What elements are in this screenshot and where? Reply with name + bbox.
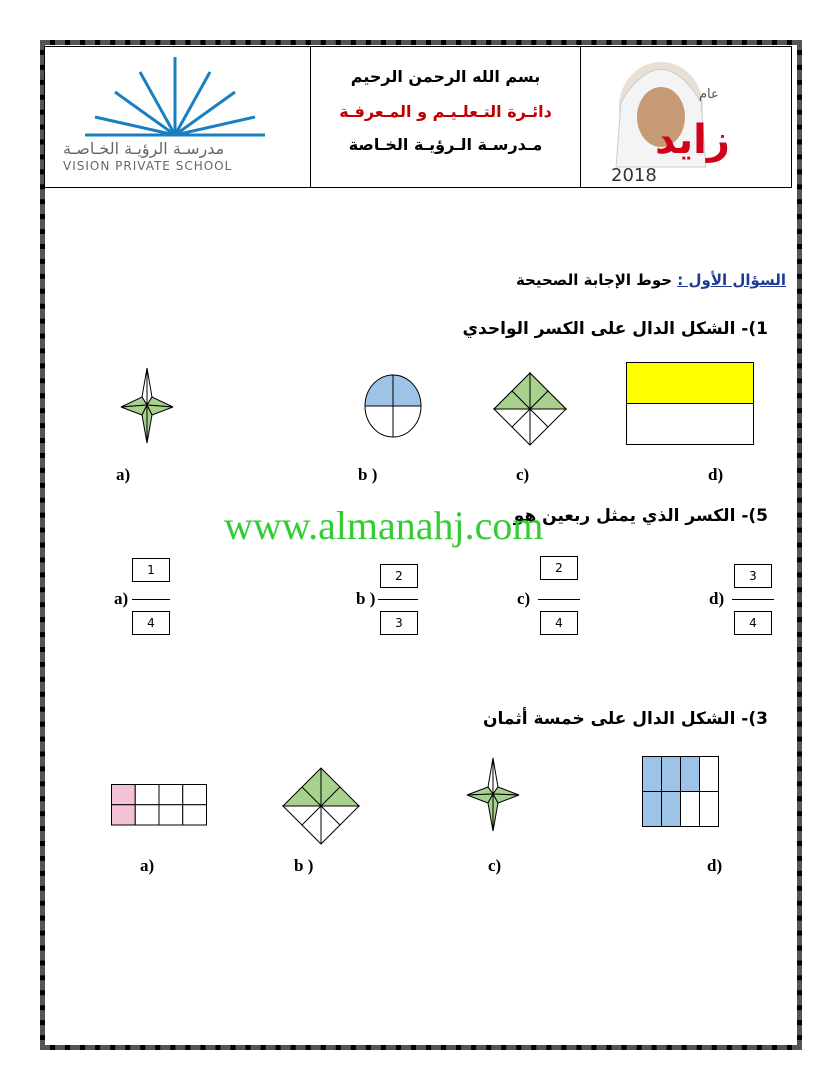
fraction-c-denominator: 4 bbox=[540, 611, 578, 635]
fraction-d-numerator: 3 bbox=[734, 564, 772, 588]
question-text: - الكسر الذي يمثل ربعين هو bbox=[513, 506, 749, 526]
fraction-d-label: d) bbox=[709, 589, 725, 608]
question-number: 3) bbox=[748, 709, 768, 729]
fraction-b-denominator: 3 bbox=[380, 611, 418, 635]
header-table bbox=[44, 46, 792, 188]
section-title bbox=[516, 271, 786, 289]
fraction-c-label: c) bbox=[517, 589, 531, 608]
option-c-label: c) bbox=[488, 856, 502, 875]
fraction-a-label: a) bbox=[114, 589, 129, 608]
header-center bbox=[311, 47, 581, 187]
option-a-label: a) bbox=[116, 465, 131, 484]
rectangle-halves-icon bbox=[626, 362, 754, 446]
option-d-label: d) bbox=[707, 856, 723, 875]
year-of-zayed-badge bbox=[581, 47, 791, 187]
school-name: مـدرسـة الـرؤيـة الخـاصة bbox=[348, 135, 543, 154]
circle-quarters-icon bbox=[362, 372, 424, 440]
fraction-a-numerator: 1 bbox=[132, 558, 170, 582]
fraction-a-bar bbox=[132, 599, 170, 600]
option-b-label: b ) bbox=[358, 465, 378, 484]
question-3 bbox=[483, 709, 768, 729]
question-number: 1) bbox=[748, 319, 768, 339]
diamond-eighths-icon bbox=[490, 369, 570, 449]
fraction-c-numerator: 2 bbox=[540, 556, 578, 580]
bar-eighths-icon bbox=[111, 784, 207, 826]
question-text: - الشكل الدال على الكسر الواحدي bbox=[462, 319, 749, 339]
logo-arabic-text: مدرسـة الرؤيـة الخـاصـة bbox=[63, 139, 225, 158]
basmala: بسم الله الرحمن الرحيم bbox=[350, 67, 541, 86]
badge-year: 2018 bbox=[611, 165, 657, 186]
option-a-label: a) bbox=[140, 856, 155, 875]
star-shape-icon bbox=[463, 755, 523, 833]
badge-year-word: عام bbox=[699, 87, 719, 102]
fraction-b-numerator: 2 bbox=[380, 564, 418, 588]
option-c-label: c) bbox=[516, 465, 530, 484]
question-1 bbox=[462, 319, 768, 339]
option-b-label: b ) bbox=[294, 856, 314, 875]
diamond-eighths-icon bbox=[279, 764, 363, 848]
grid-eighths-icon bbox=[642, 756, 720, 828]
badge-name: زايد bbox=[655, 117, 730, 163]
fraction-b-bar bbox=[378, 599, 418, 600]
school-logo bbox=[45, 47, 311, 187]
fraction-b-label: b ) bbox=[356, 589, 376, 608]
question-2 bbox=[514, 506, 768, 526]
fraction-d-denominator: 4 bbox=[734, 611, 772, 635]
watermark: www.almanahj.com bbox=[224, 503, 544, 548]
fraction-d-bar bbox=[732, 599, 774, 600]
question-text: - الشكل الدال على خمسة أثمان bbox=[483, 709, 749, 729]
option-d-label: d) bbox=[708, 465, 724, 484]
logo-english-text: VISION PRIVATE SCHOOL bbox=[63, 159, 233, 173]
department-name: دائـرة التـعلـيـم و المـعرفـة bbox=[339, 102, 552, 121]
fraction-c-bar bbox=[538, 599, 580, 600]
question-number: 5) bbox=[748, 506, 768, 526]
section-title-text: حوط الإجابة الصحيحة bbox=[515, 271, 678, 289]
section-title-underlined: السؤال الأول : bbox=[677, 271, 786, 289]
fraction-a-denominator: 4 bbox=[132, 611, 170, 635]
star-shape-icon bbox=[115, 365, 180, 445]
